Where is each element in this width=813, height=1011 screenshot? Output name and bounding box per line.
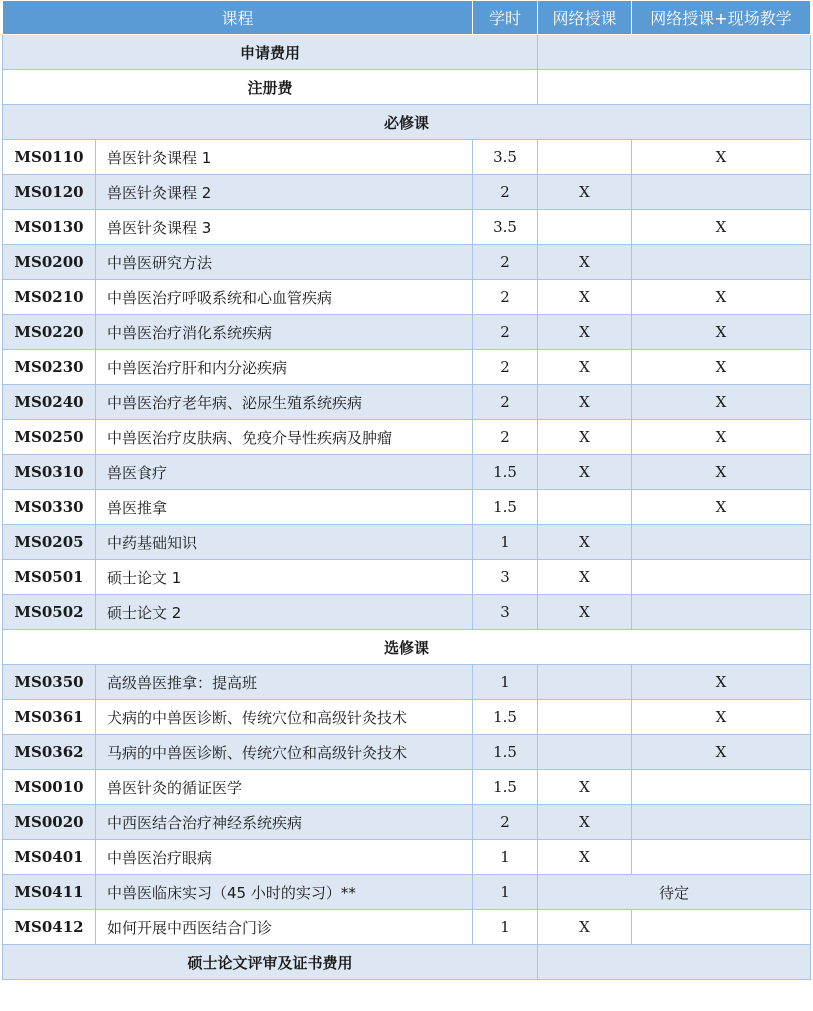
course-row: [3, 910, 811, 945]
online-mark: [538, 210, 632, 245]
course-code: MS0361: [3, 700, 96, 735]
course-name: 中兽医治疗老年病、泌尿生殖系统疾病: [96, 385, 473, 420]
online-mark: [538, 735, 632, 770]
course-hours: 2: [473, 350, 538, 385]
course-name: 兽医针灸课程 1: [96, 140, 473, 175]
onsite-mark: X: [632, 420, 811, 455]
onsite-mark: X: [632, 490, 811, 525]
course-row: [3, 175, 811, 210]
header-hours: 学时: [473, 1, 538, 35]
onsite-mark: X: [632, 735, 811, 770]
course-hours: 2: [473, 385, 538, 420]
header-online: 网络授课: [538, 1, 632, 35]
course-hours: 2: [473, 175, 538, 210]
onsite-mark: X: [632, 350, 811, 385]
course-row: [3, 245, 811, 280]
course-name: 硕士论文 2: [96, 595, 473, 630]
course-hours: 2: [473, 805, 538, 840]
course-name: 马病的中兽医诊断、传统穴位和高级针灸技术: [96, 735, 473, 770]
course-row: [3, 525, 811, 560]
course-code: MS0010: [3, 770, 96, 805]
online-mark: X: [538, 910, 632, 945]
onsite-mark: X: [632, 140, 811, 175]
online-mark: X: [538, 420, 632, 455]
application-fee-label: 申请费用: [3, 35, 538, 70]
course-hours: 3.5: [473, 140, 538, 175]
course-delivery-tbd: 待定: [538, 875, 811, 910]
course-name: 硕士论文 1: [96, 560, 473, 595]
course-hours: 1: [473, 910, 538, 945]
course-hours: 1.5: [473, 700, 538, 735]
course-hours: 2: [473, 420, 538, 455]
header-online-onsite: 网络授课+现场教学: [632, 1, 811, 35]
course-row: [3, 420, 811, 455]
course-code: MS0230: [3, 350, 96, 385]
onsite-mark: X: [632, 455, 811, 490]
course-row: [3, 875, 811, 910]
course-row: [3, 140, 811, 175]
online-mark: X: [538, 350, 632, 385]
onsite-mark: [632, 910, 811, 945]
onsite-mark: [632, 525, 811, 560]
onsite-mark: [632, 175, 811, 210]
elective-section-title: 选修课: [3, 630, 811, 665]
onsite-mark: X: [632, 700, 811, 735]
required-section-title: 必修课: [3, 105, 811, 140]
course-code: MS0240: [3, 385, 96, 420]
online-mark: X: [538, 385, 632, 420]
course-row: [3, 700, 811, 735]
onsite-mark: X: [632, 210, 811, 245]
course-code: MS0350: [3, 665, 96, 700]
online-mark: X: [538, 560, 632, 595]
onsite-mark: [632, 595, 811, 630]
course-hours: 1: [473, 665, 538, 700]
online-mark: X: [538, 245, 632, 280]
registration-fee-value: [538, 70, 811, 105]
course-row: [3, 385, 811, 420]
course-name: 兽医推拿: [96, 490, 473, 525]
course-name: 犬病的中兽医诊断、传统穴位和高级针灸技术: [96, 700, 473, 735]
course-code: MS0020: [3, 805, 96, 840]
application-fee-value: [538, 35, 811, 70]
course-name: 兽医针灸课程 2: [96, 175, 473, 210]
thesis-fee-label: 硕士论文评审及证书费用: [3, 945, 538, 980]
course-hours: 1: [473, 840, 538, 875]
online-mark: X: [538, 805, 632, 840]
online-mark: [538, 700, 632, 735]
course-code: MS0330: [3, 490, 96, 525]
course-name: 兽医针灸课程 3: [96, 210, 473, 245]
online-mark: X: [538, 455, 632, 490]
course-name: 高级兽医推拿：提高班: [96, 665, 473, 700]
online-mark: [538, 665, 632, 700]
course-row: [3, 805, 811, 840]
onsite-mark: X: [632, 665, 811, 700]
course-hours: 2: [473, 280, 538, 315]
course-hours: 3: [473, 560, 538, 595]
course-code: MS0411: [3, 875, 96, 910]
course-row: [3, 560, 811, 595]
course-hours: 3.5: [473, 210, 538, 245]
online-mark: X: [538, 280, 632, 315]
online-mark: X: [538, 315, 632, 350]
onsite-mark: X: [632, 280, 811, 315]
course-name: 中兽医治疗眼病: [96, 840, 473, 875]
course-row: [3, 490, 811, 525]
onsite-mark: X: [632, 315, 811, 350]
course-table: [2, 0, 811, 980]
thesis-fee-value: [538, 945, 811, 980]
course-row: [3, 315, 811, 350]
course-code: MS0501: [3, 560, 96, 595]
course-row: [3, 735, 811, 770]
online-mark: X: [538, 175, 632, 210]
course-row: [3, 770, 811, 805]
header-course: 课程: [3, 1, 473, 35]
header-row: [3, 1, 811, 35]
course-hours: 1.5: [473, 490, 538, 525]
course-hours: 1: [473, 875, 538, 910]
course-code: MS0220: [3, 315, 96, 350]
course-code: MS0310: [3, 455, 96, 490]
course-row: [3, 595, 811, 630]
course-hours: 2: [473, 315, 538, 350]
course-row: [3, 665, 811, 700]
course-code: MS0362: [3, 735, 96, 770]
online-mark: X: [538, 595, 632, 630]
course-code: MS0412: [3, 910, 96, 945]
online-mark: X: [538, 525, 632, 560]
course-code: MS0210: [3, 280, 96, 315]
course-code: MS0110: [3, 140, 96, 175]
course-row: [3, 350, 811, 385]
online-mark: [538, 140, 632, 175]
onsite-mark: [632, 560, 811, 595]
course-hours: 1.5: [473, 455, 538, 490]
course-code: MS0205: [3, 525, 96, 560]
course-hours: 1: [473, 525, 538, 560]
onsite-mark: [632, 245, 811, 280]
course-name: 兽医食疗: [96, 455, 473, 490]
onsite-mark: [632, 770, 811, 805]
course-name: 中兽医治疗呼吸系统和心血管疾病: [96, 280, 473, 315]
course-code: MS0502: [3, 595, 96, 630]
course-name: 中兽医临床实习（45 小时的实习）**: [96, 875, 473, 910]
course-name: 中西医结合治疗神经系统疾病: [96, 805, 473, 840]
online-mark: X: [538, 840, 632, 875]
onsite-mark: [632, 805, 811, 840]
course-row: [3, 280, 811, 315]
course-name: 中药基础知识: [96, 525, 473, 560]
course-code: MS0250: [3, 420, 96, 455]
course-row: [3, 210, 811, 245]
course-name: 中兽医治疗肝和内分泌疾病: [96, 350, 473, 385]
thesis-fee-row: [3, 945, 811, 980]
application-fee-row: [3, 35, 811, 70]
required-section-row: [3, 105, 811, 140]
course-name: 如何开展中西医结合门诊: [96, 910, 473, 945]
course-row: [3, 840, 811, 875]
course-code: MS0120: [3, 175, 96, 210]
registration-fee-label: 注册费: [3, 70, 538, 105]
online-mark: [538, 490, 632, 525]
course-row: [3, 455, 811, 490]
course-hours: 1.5: [473, 770, 538, 805]
course-code: MS0401: [3, 840, 96, 875]
onsite-mark: X: [632, 385, 811, 420]
course-code: MS0130: [3, 210, 96, 245]
course-name: 兽医针灸的循证医学: [96, 770, 473, 805]
course-hours: 3: [473, 595, 538, 630]
course-hours: 2: [473, 245, 538, 280]
registration-fee-row: [3, 70, 811, 105]
course-name: 中兽医治疗消化系统疾病: [96, 315, 473, 350]
elective-section-row: [3, 630, 811, 665]
course-code: MS0200: [3, 245, 96, 280]
course-hours: 1.5: [473, 735, 538, 770]
course-name: 中兽医治疗皮肤病、免疫介导性疾病及肿瘤: [96, 420, 473, 455]
onsite-mark: [632, 840, 811, 875]
course-name: 中兽医研究方法: [96, 245, 473, 280]
online-mark: X: [538, 770, 632, 805]
